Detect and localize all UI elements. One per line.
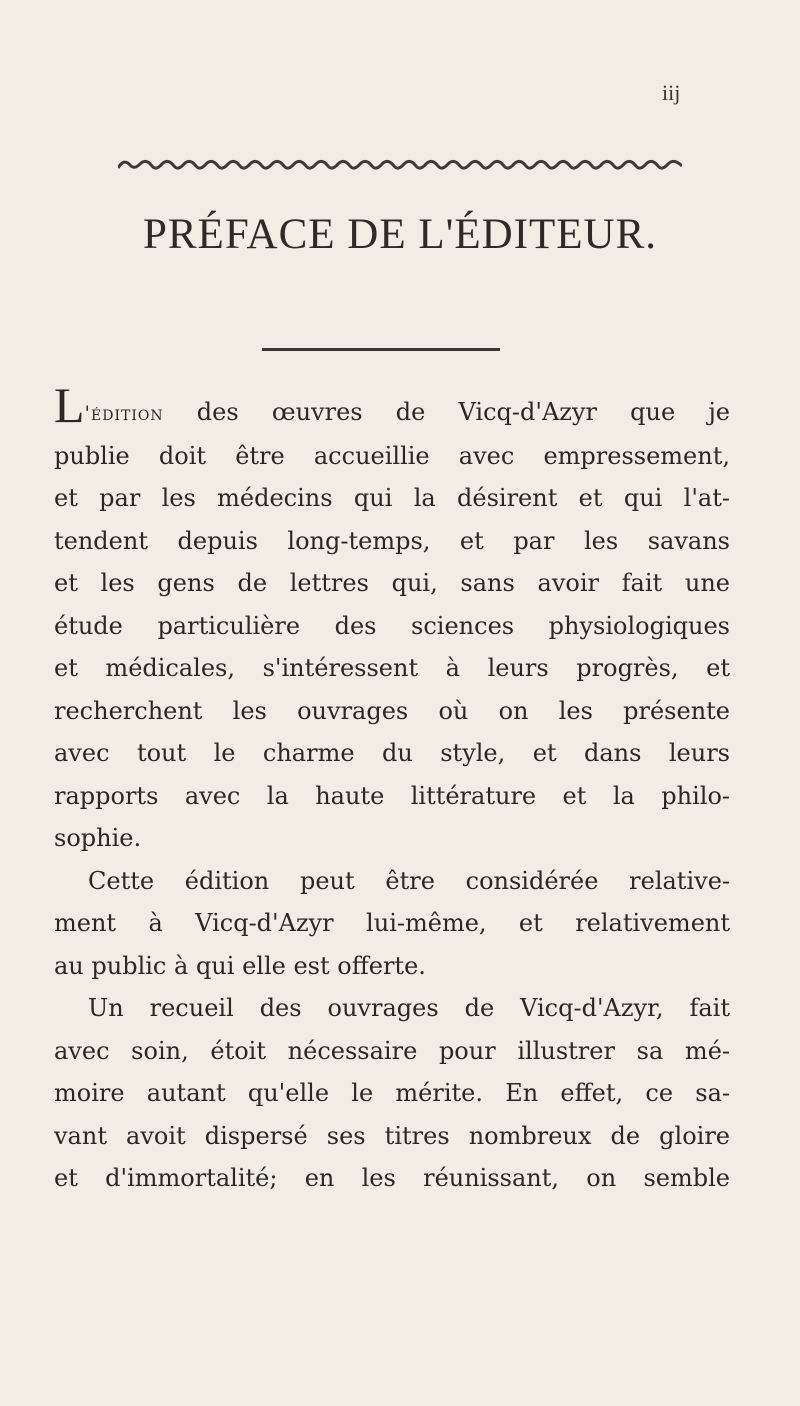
text-line: sophie.	[54, 824, 142, 852]
text-line: publie doit être accueillie avec empressement,	[54, 441, 730, 470]
text-line: au public à qui elle est offerte.	[54, 951, 426, 980]
lead-smallcaps: 'édition	[84, 401, 164, 425]
text-line: et médicales, s'intéressent à leurs progrès, et	[54, 654, 730, 682]
text-line: vant avoit dispersé ses titres nombreux de gloire	[54, 1121, 730, 1150]
ornamental-border	[118, 156, 682, 174]
text-line: L'édition des œuvres de Vicq-d'Azyr que je	[54, 377, 730, 433]
text-line: recherchent les ouvrages où on les présente	[54, 696, 730, 725]
text-line: et les gens de lettres qui, sans avoir fait une	[54, 569, 730, 597]
body-text	[54, 377, 730, 1200]
page-number: iij	[662, 80, 681, 105]
text-line: et d'immortalité; en les réunissant, on semble	[54, 1164, 730, 1192]
text-line: avec tout le charme du style, et dans leurs	[54, 739, 730, 767]
text-line: tendent depuis long-temps, et par les savans	[54, 526, 730, 555]
text-line: ment à Vicq-d'Azyr lui-même, et relativement	[54, 909, 730, 937]
text-line: Cette édition peut être considérée relative-	[88, 866, 730, 895]
text-line: étude particulière des sciences physiologiques	[54, 611, 730, 640]
drop-cap: L	[54, 377, 85, 433]
text-line: rapports avec la haute littérature et la philo-	[54, 781, 730, 810]
text-line: Un recueil des ouvrages de Vicq-d'Azyr, fait	[88, 994, 730, 1022]
page-title: PRÉFACE DE L'ÉDITEUR.	[142, 211, 658, 258]
title-rule	[262, 348, 500, 351]
text-line: moire autant qu'elle le mérite. En effet, ce sa-	[54, 1079, 730, 1107]
text-line: avec soin, étoit nécessaire pour illustrer sa mé-	[54, 1036, 730, 1065]
text-line: et par les médecins qui la désirent et qui l'at-	[54, 484, 730, 512]
